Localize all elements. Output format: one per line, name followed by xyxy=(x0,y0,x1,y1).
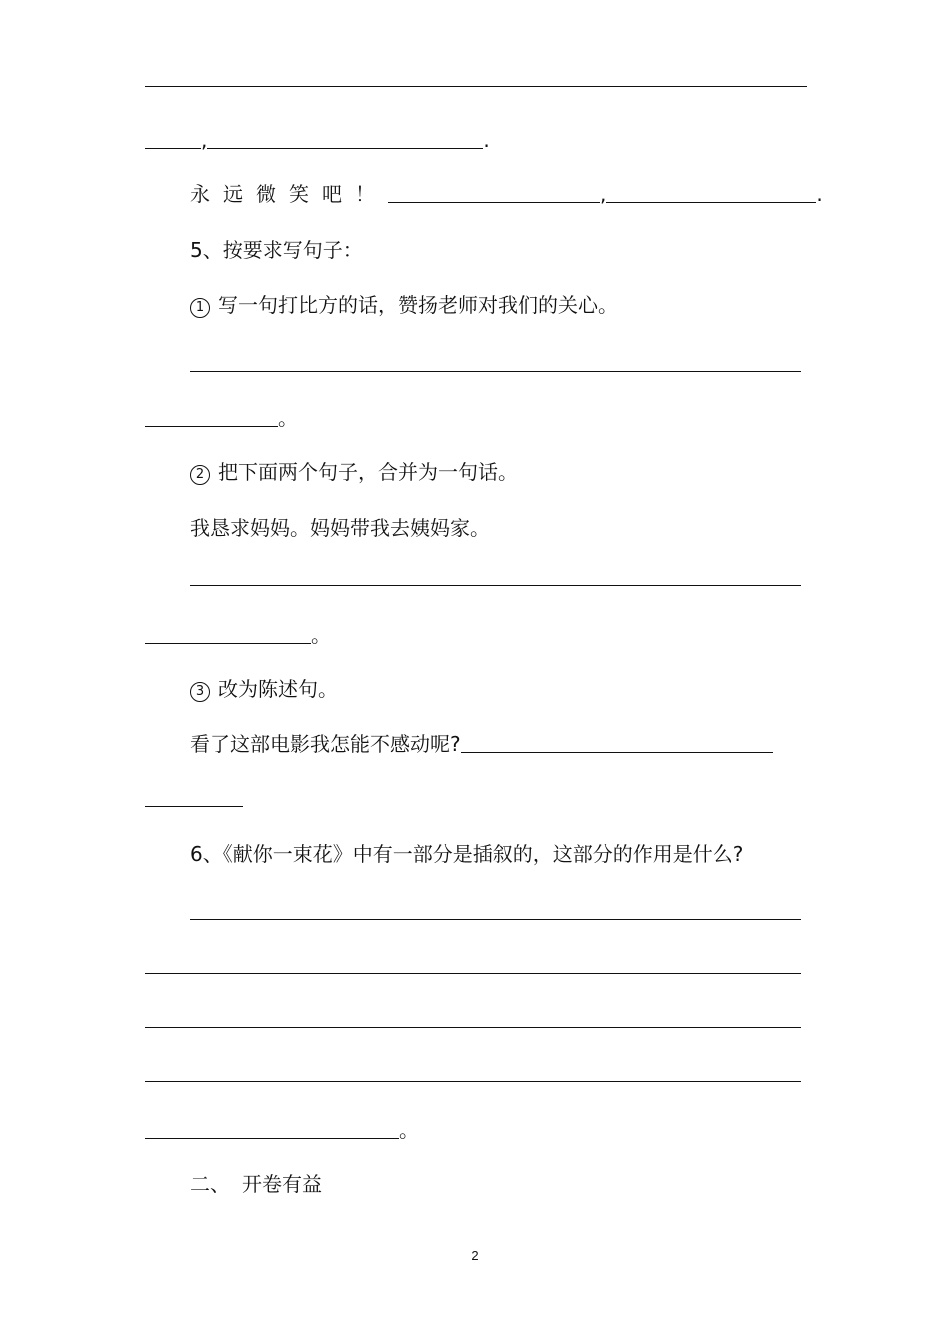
circled-number: 3 xyxy=(190,682,210,702)
q5-item-3 xyxy=(190,677,338,702)
answer-line xyxy=(145,1081,801,1082)
answer-line xyxy=(190,919,801,920)
smile-line xyxy=(190,182,823,206)
comma: , xyxy=(201,128,208,152)
section-number: 二、 xyxy=(190,1172,230,1196)
circled-number: 1 xyxy=(190,298,210,318)
answer-line xyxy=(145,973,801,974)
example-sentence: 看了这部电影我怎能不感动呢? xyxy=(190,732,461,756)
item-text: 写一句打比方的话，赞扬老师对我们的关心。 xyxy=(218,293,618,317)
comma: , xyxy=(600,182,607,206)
fill-line xyxy=(145,406,298,430)
blank xyxy=(207,128,483,149)
period: . xyxy=(816,182,823,206)
q5-item-2 xyxy=(190,460,518,485)
answer-line xyxy=(145,1027,801,1028)
circled-number: 2 xyxy=(190,465,210,485)
item-text: 把下面两个句子，合并为一句话。 xyxy=(218,460,518,484)
q5-item-1 xyxy=(190,293,618,318)
fill-line xyxy=(145,128,490,152)
answer-line xyxy=(145,806,243,807)
period: . xyxy=(483,128,490,152)
fill-line xyxy=(145,1118,419,1142)
blank xyxy=(461,732,773,753)
question-6-heading: 6、《献你一束花》中有一部分是插叙的，这部分的作用是什么? xyxy=(190,842,744,866)
blank xyxy=(145,1118,399,1139)
full-stop: 。 xyxy=(399,1118,419,1142)
blank xyxy=(145,128,201,149)
question-5-heading: 5、按要求写句子： xyxy=(190,238,363,262)
item-text: 改为陈述句。 xyxy=(218,677,338,701)
blank xyxy=(606,182,816,203)
answer-line xyxy=(190,585,801,586)
page-number: 2 xyxy=(471,1248,479,1263)
full-stop: 。 xyxy=(278,406,298,430)
smile-prefix: 永远微笑吧！ xyxy=(190,182,388,206)
answer-line xyxy=(190,371,801,372)
blank xyxy=(145,406,278,427)
answer-line xyxy=(145,86,807,87)
blank xyxy=(388,182,600,203)
q5-item-2-example: 我恳求妈妈。妈妈带我去姨妈家。 xyxy=(190,516,490,540)
q5-item-3-example xyxy=(190,732,773,756)
section-2-heading xyxy=(190,1172,322,1196)
full-stop: 。 xyxy=(311,623,331,647)
blank xyxy=(145,623,311,644)
section-title: 开卷有益 xyxy=(242,1172,322,1196)
fill-line xyxy=(145,623,331,647)
